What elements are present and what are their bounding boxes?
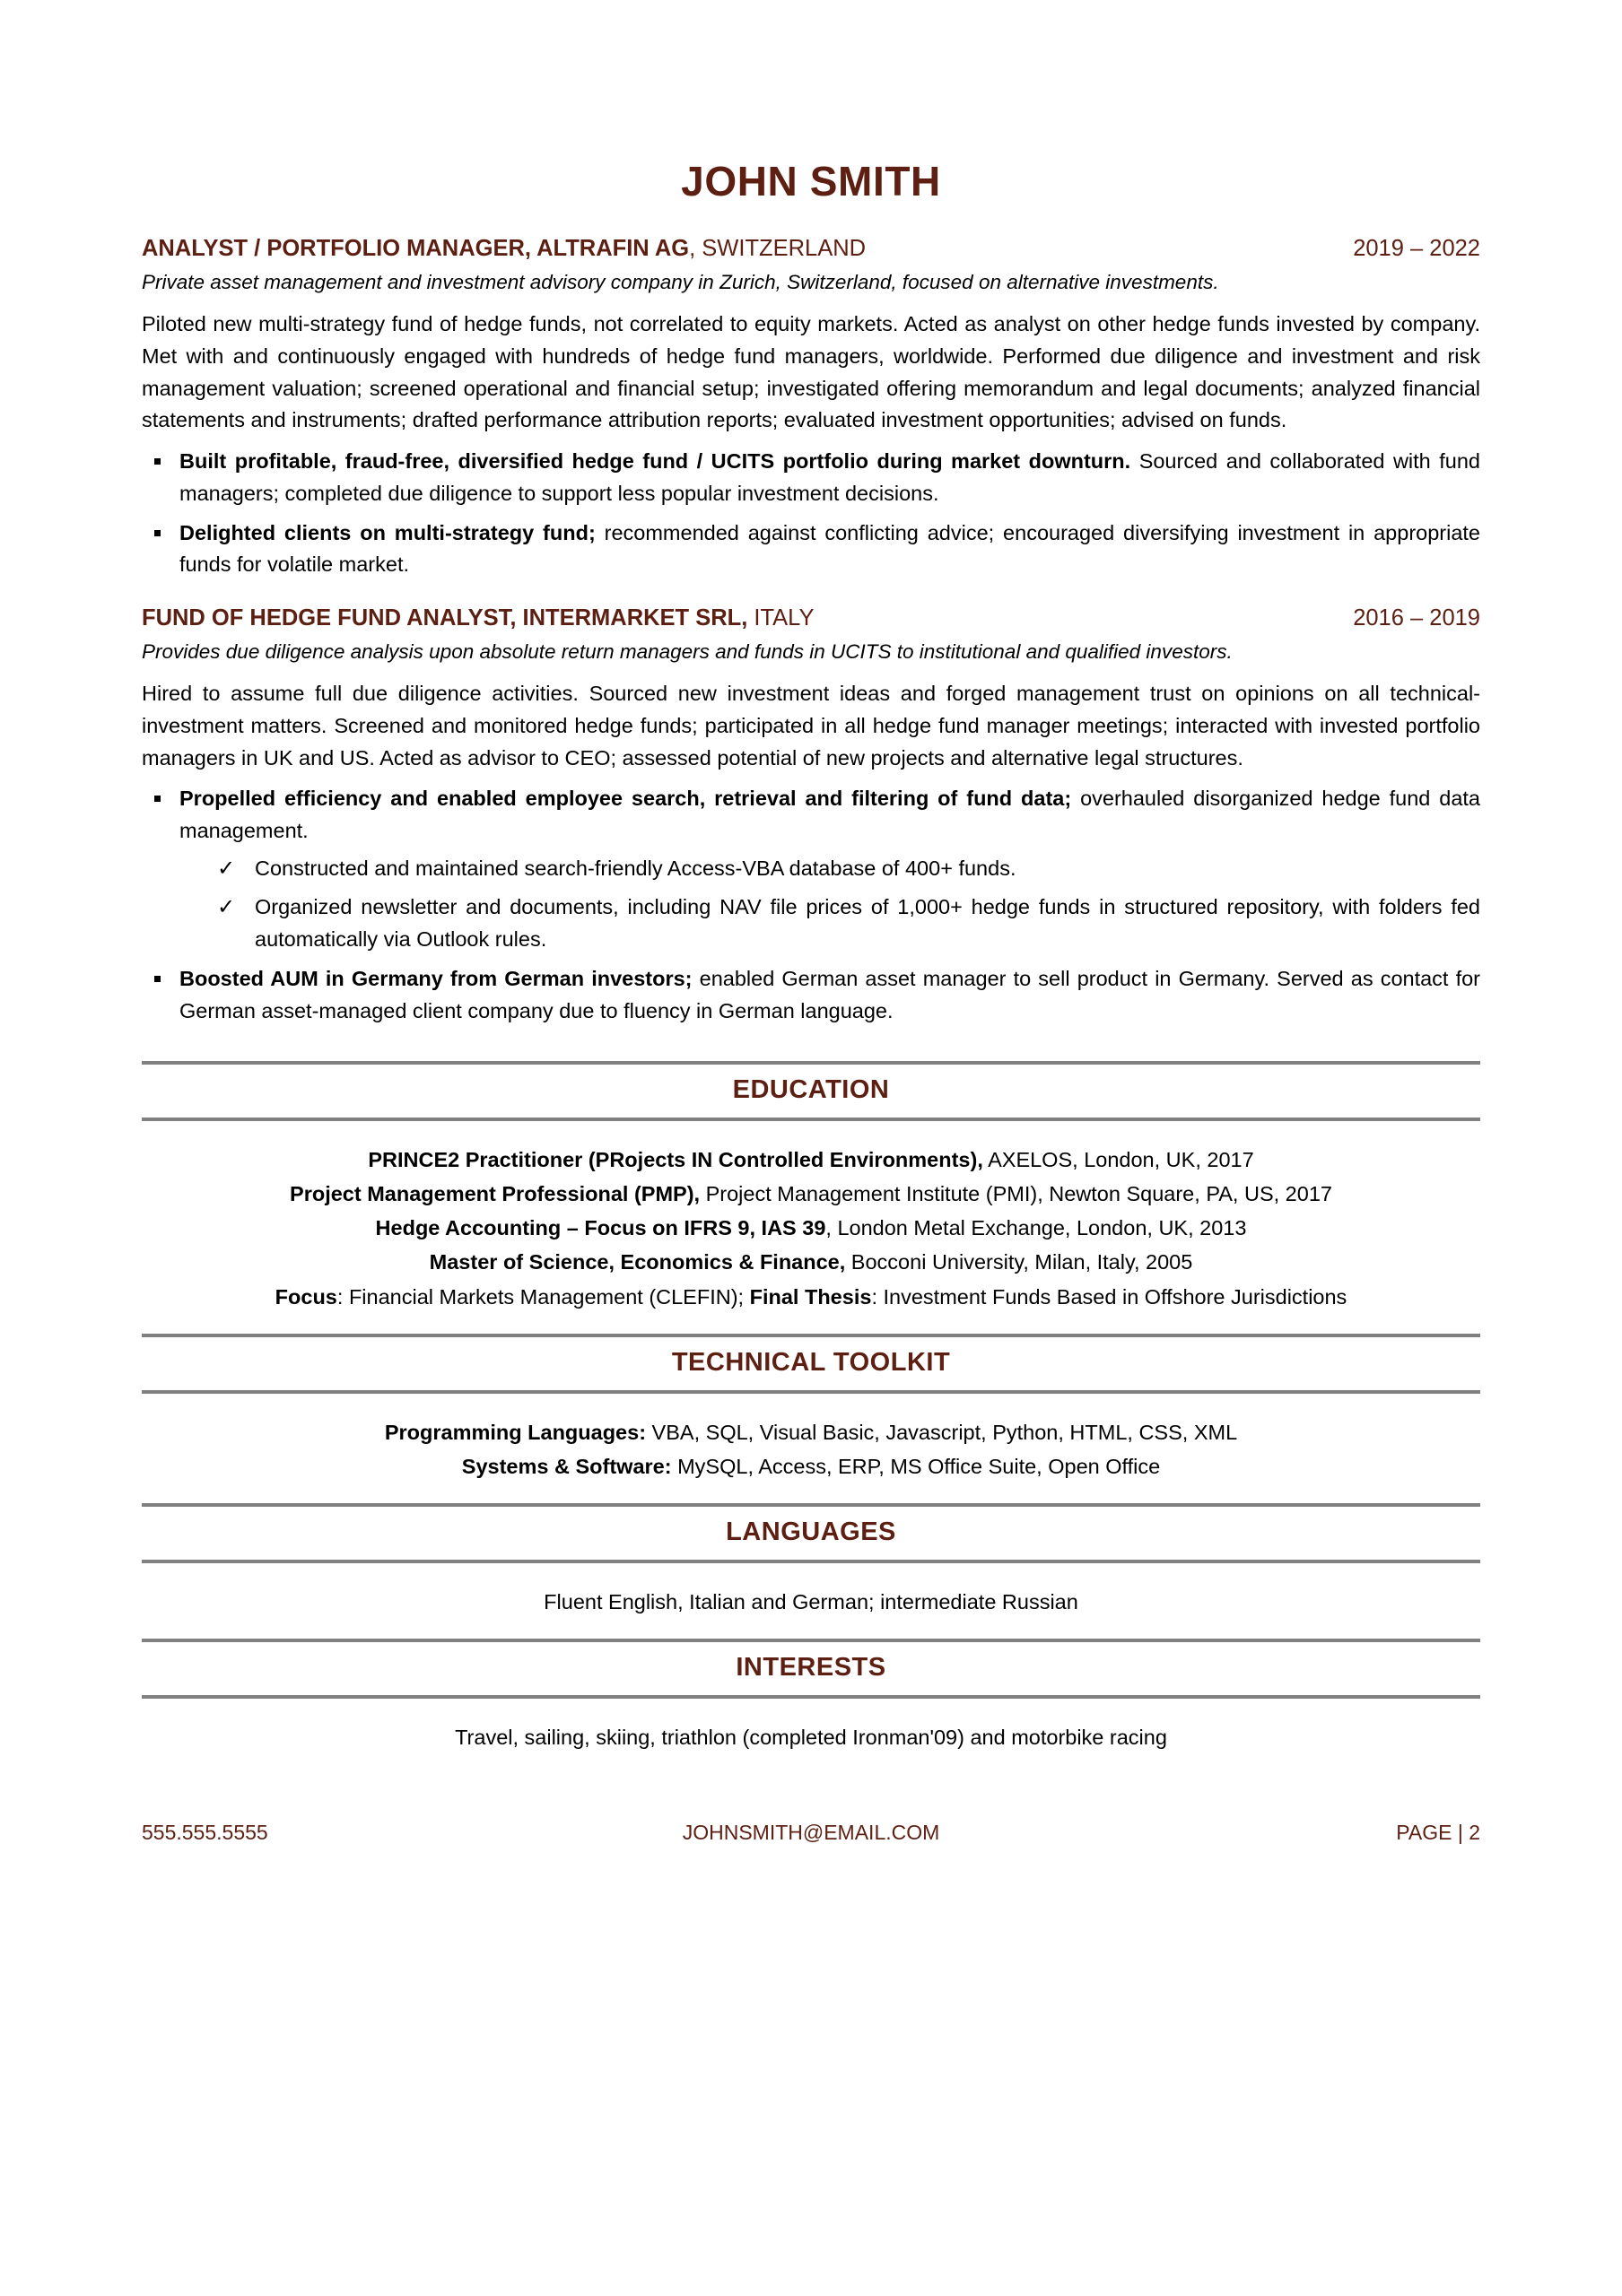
bullet-lead: Propelled efficiency and enabled employee search, retrieval and filtering of fund data; <box>179 787 1072 811</box>
section-heading-technical-toolkit: TECHNICAL TOOLKIT <box>671 1347 951 1377</box>
job-title-bold: FUND OF HEDGE FUND ANALYST, INTERMARKET SRL, <box>142 605 748 631</box>
company-description: Provides due diligence analysis upon absolute return managers and funds in UCITS to institutional and qualified investors. <box>142 639 1233 663</box>
footer-email: JOHNSMITH@EMAIL.COM <box>682 1820 940 1844</box>
job-heading <box>142 604 1480 633</box>
job-title-location: , SWITZERLAND <box>689 236 867 262</box>
job-title-bold: ANALYST / PORTFOLIO MANAGER, ALTRAFIN AG <box>142 236 690 262</box>
education-degree: Hedge Accounting – Focus on IFRS 9, IAS 39 <box>375 1216 826 1240</box>
experience-entry-1 <box>142 235 1480 581</box>
list-item <box>142 446 1480 509</box>
education-detail: Bocconi University, Milan, Italy, 2005 <box>845 1250 1193 1274</box>
list-item <box>179 891 1480 955</box>
toolkit-row <box>142 1415 1480 1449</box>
job-title-location: ITALY <box>747 605 815 631</box>
job-bullets <box>142 783 1480 1027</box>
job-title <box>142 604 1326 633</box>
footer-phone: 555.555.5555 <box>142 1820 268 1844</box>
experience-entry-2 <box>142 604 1480 1027</box>
thesis-label: Final Thesis <box>749 1284 872 1309</box>
education-entry <box>142 1177 1480 1211</box>
job-bullets <box>142 446 1480 581</box>
focus-label: Focus <box>275 1284 337 1309</box>
education-detail: AXELOS, London, UK, 2017 <box>982 1148 1254 1172</box>
thesis-text: : Investment Funds Based in Offshore Jurisdictions <box>871 1284 1347 1309</box>
job-summary: Piloted new multi-strategy fund of hedge funds, not correlated to equity markets. Acted as analyst on other hedge funds invested by company. Met with and continuously engaged with hundreds of hedge fund managers, worldwide. Performed due diligence and investment and risk management valuation; screened operational and financial setup; investigated offering memorandum and legal documents; analyzed financial statements and instruments; drafted performance attribution reports; evaluated investment opportunities; advised on funds. <box>142 312 1480 432</box>
languages-body <box>142 1563 1480 1639</box>
job-heading <box>142 235 1480 264</box>
education-entry <box>142 1211 1480 1245</box>
list-item <box>142 783 1480 956</box>
square-bullet-icon <box>154 530 161 536</box>
toolkit-value: MySQL, Access, ERP, MS Office Suite, Open Office <box>671 1454 1161 1478</box>
education-degree: PRINCE2 Practitioner (PRojects IN Controlled Environments), <box>368 1148 983 1172</box>
sub-bullet-text: Constructed and maintained search-friendly Access-VBA database of 400+ funds. <box>255 856 1016 880</box>
square-bullet-icon <box>154 458 161 465</box>
job-summary: Hired to assume full due diligence activities. Sourced new investment ideas and forged management trust on opinions on all technical-investment matters. Screened and monitored hedge funds; participated in all hedge fund manager meetings; interacted with invested portfolio managers in UK and US. Acted as advisor to CEO; assessed potential of new projects and alternative legal structures. <box>142 682 1480 770</box>
sub-bullet-text: Organized newsletter and documents, including NAV file prices of 1,000+ hedge funds in structured repository, with folders fed automatically via Outlook rules. <box>255 895 1480 952</box>
section-heading-languages: LANGUAGES <box>726 1517 896 1546</box>
education-entry <box>142 1143 1480 1177</box>
job-dates: 2019 – 2022 <box>1353 236 1480 262</box>
job-title <box>142 235 1326 264</box>
page-footer <box>142 1774 1480 1881</box>
section-heading-education: EDUCATION <box>732 1075 890 1105</box>
technical-toolkit-body <box>142 1394 1480 1503</box>
list-item <box>142 517 1480 581</box>
bullet-rest: overhauled disorganized hedge fund data management. <box>179 787 1480 842</box>
bullet-lead: Boosted AUM in Germany from German investors; <box>179 966 693 990</box>
bullet-lead: Built profitable, fraud-free, diversified hedge fund / UCITS portfolio during market downturn. <box>179 449 1131 474</box>
spacer <box>142 1041 1480 1061</box>
bullet-rest: Sourced and collaborated with fund managers; completed due diligence to support less popular investment decisions. <box>179 449 1480 505</box>
square-bullet-icon <box>154 796 161 802</box>
toolkit-label: Programming Languages: <box>384 1420 647 1444</box>
education-degree: Project Management Professional (PMP), <box>290 1182 701 1206</box>
page-title: JOHN SMITH <box>681 158 941 204</box>
bullet-lead: Delighted clients on multi-strategy fund; <box>179 520 596 544</box>
square-bullet-icon <box>154 976 161 982</box>
bullet-rest: enabled German asset manager to sell product in Germany. Served as contact for German asset-managed client company due to fluency in German language. <box>179 966 1481 1022</box>
footer-page-number: PAGE | 2 <box>1396 1820 1480 1844</box>
education-entry <box>142 1245 1480 1279</box>
job-dates: 2016 – 2019 <box>1353 605 1480 631</box>
toolkit-value: VBA, SQL, Visual Basic, Javascript, Python, HTML, CSS, XML <box>646 1420 1238 1444</box>
education-body <box>142 1121 1480 1333</box>
education-focus-line <box>142 1280 1480 1314</box>
bullet-rest: recommended against conflicting advice; encouraged diversifying investment in appropriate funds for volatile market. <box>179 520 1481 577</box>
checkmark-icon: ✓ <box>217 856 236 881</box>
toolkit-row <box>142 1449 1480 1483</box>
sub-bullets <box>179 853 1480 956</box>
list-item <box>142 963 1480 1027</box>
focus-text: : Financial Markets Management (CLEFIN); <box>336 1284 750 1309</box>
list-item <box>179 853 1480 885</box>
interests-text: Travel, sailing, skiing, triathlon (completed Ironman'09) and motorbike racing <box>455 1725 1167 1749</box>
education-detail: Project Management Institute (PMI), Newton Square, PA, US, 2017 <box>700 1182 1332 1206</box>
languages-text: Fluent English, Italian and German; intermediate Russian <box>544 1589 1078 1613</box>
checkmark-icon: ✓ <box>217 895 236 920</box>
toolkit-label: Systems & Software: <box>461 1454 672 1478</box>
section-heading-interests: INTERESTS <box>736 1652 886 1682</box>
education-degree: Master of Science, Economics & Finance, <box>429 1250 846 1274</box>
interests-body <box>142 1699 1480 1774</box>
company-description: Private asset management and investment advisory company in Zurich, Switzerland, focused on alternative investments. <box>142 271 1219 294</box>
education-detail: , London Metal Exchange, London, UK, 2013 <box>825 1216 1247 1240</box>
